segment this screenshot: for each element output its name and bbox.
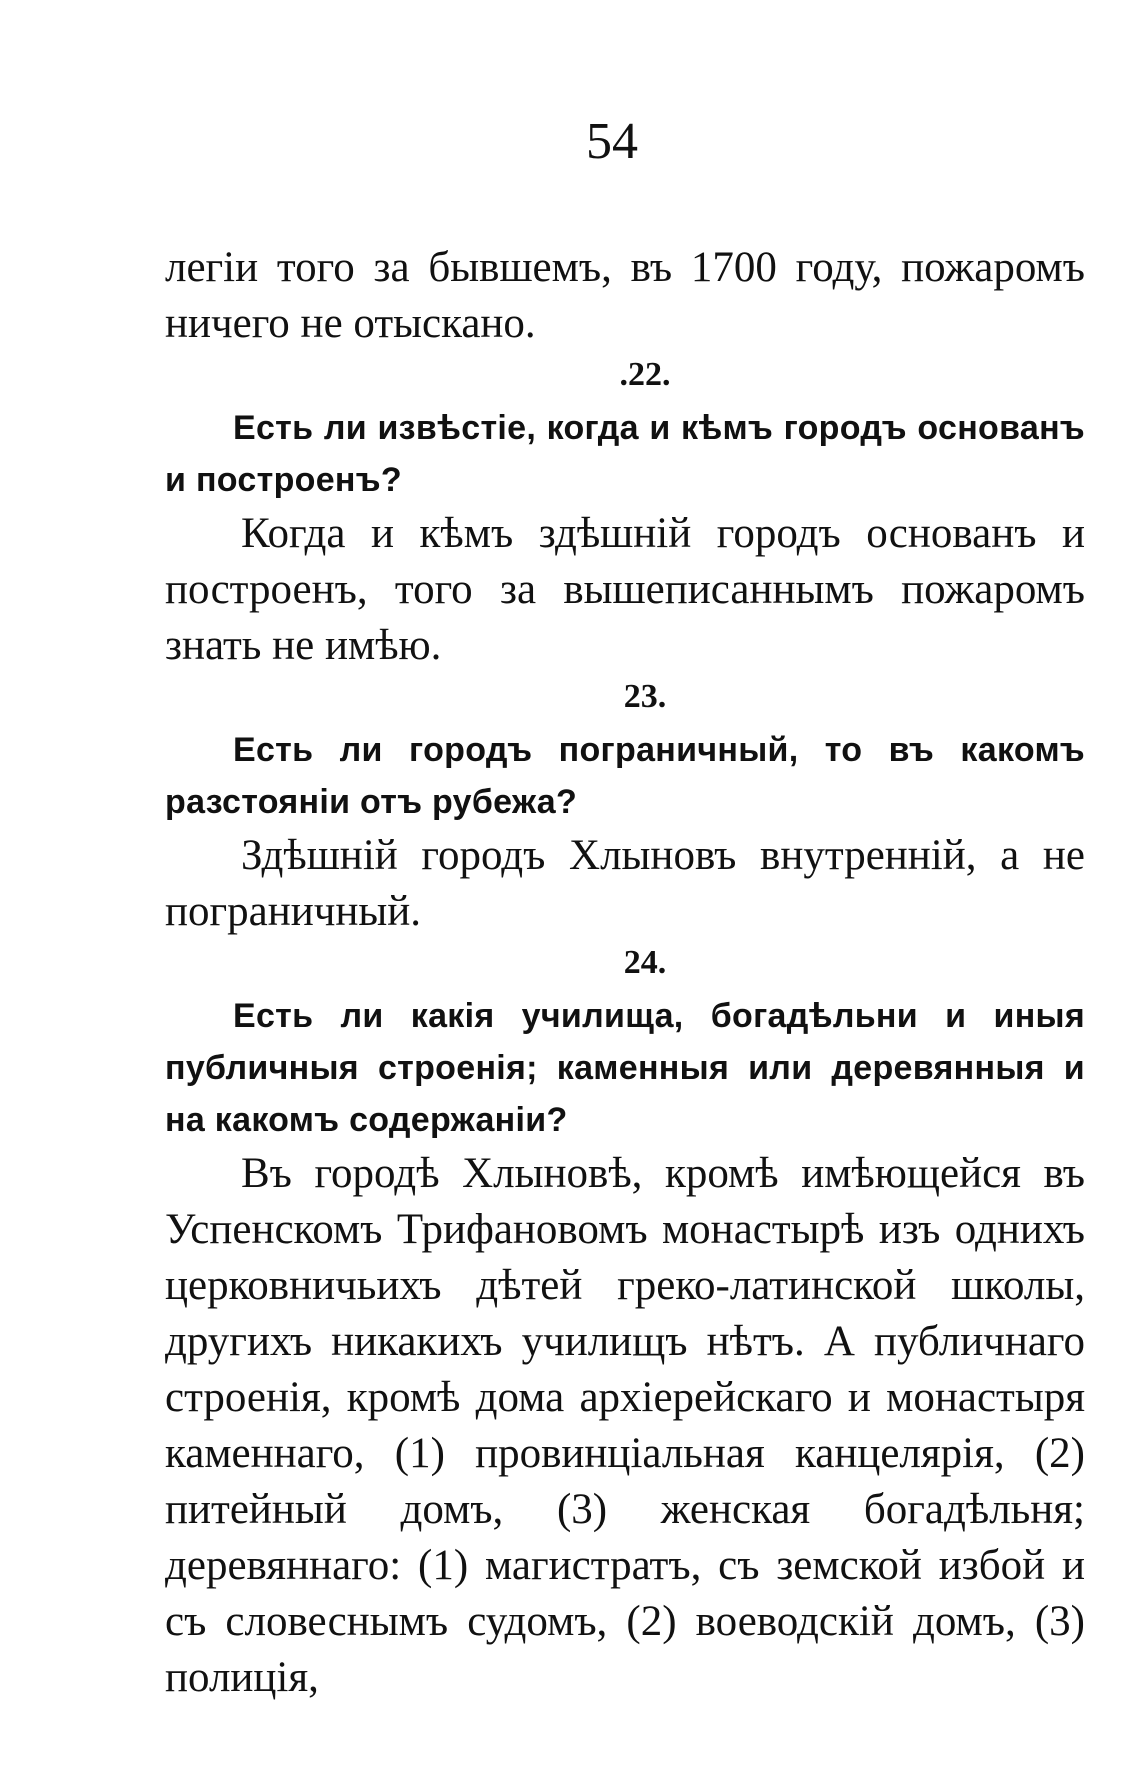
continued-paragraph: легіи того за бывшемъ, въ 1700 году, пожаромъ ничего не отыскано. — [165, 244, 1085, 347]
answer-23: Здѣшній городъ Хлыновъ внутренній, а не пограничный. — [165, 832, 1085, 935]
page-number: 54 — [586, 113, 638, 170]
question-24: Есть ли какія училища, богадѣльни и иныя публичныя строенія; каменныя или деревянныя и на какомъ содержаніи? — [165, 997, 1085, 1139]
answer-24: Въ городѣ Хлыновѣ, кромѣ имѣющейся въ Успенскомъ Трифановомъ монастырѣ изъ однихъ церковничьихъ дѣтей греко-латинской школы, другихъ никакихъ училищъ нѣтъ. А публичнаго строенія, кромѣ дома архіерейскаго и монастыря каменнаго, (1) провинціальная канцелярія, (2) питейный домъ, (3) женская богадѣльня; деревяннаго: (1) магистратъ, съ земской избой и съ словеснымъ судомъ, (2) воеводскій домъ, (3) полиція, — [165, 1150, 1085, 1701]
question-22: Есть ли извѣстіе, когда и кѣмъ городъ основанъ и построенъ? — [165, 409, 1085, 499]
section-number-24: 24. — [623, 944, 667, 981]
question-23: Есть ли городъ пограничный, то въ какомъ разстояніи отъ рубежа? — [165, 731, 1085, 821]
page-text — [165, 240, 1085, 1706]
section-number-22: .22. — [619, 356, 671, 393]
answer-22: Когда и кѣмъ здѣшній городъ основанъ и построенъ, того за вышеписаннымъ пожаромъ знать не имѣю. — [165, 510, 1085, 669]
section-number-23: 23. — [623, 678, 667, 715]
